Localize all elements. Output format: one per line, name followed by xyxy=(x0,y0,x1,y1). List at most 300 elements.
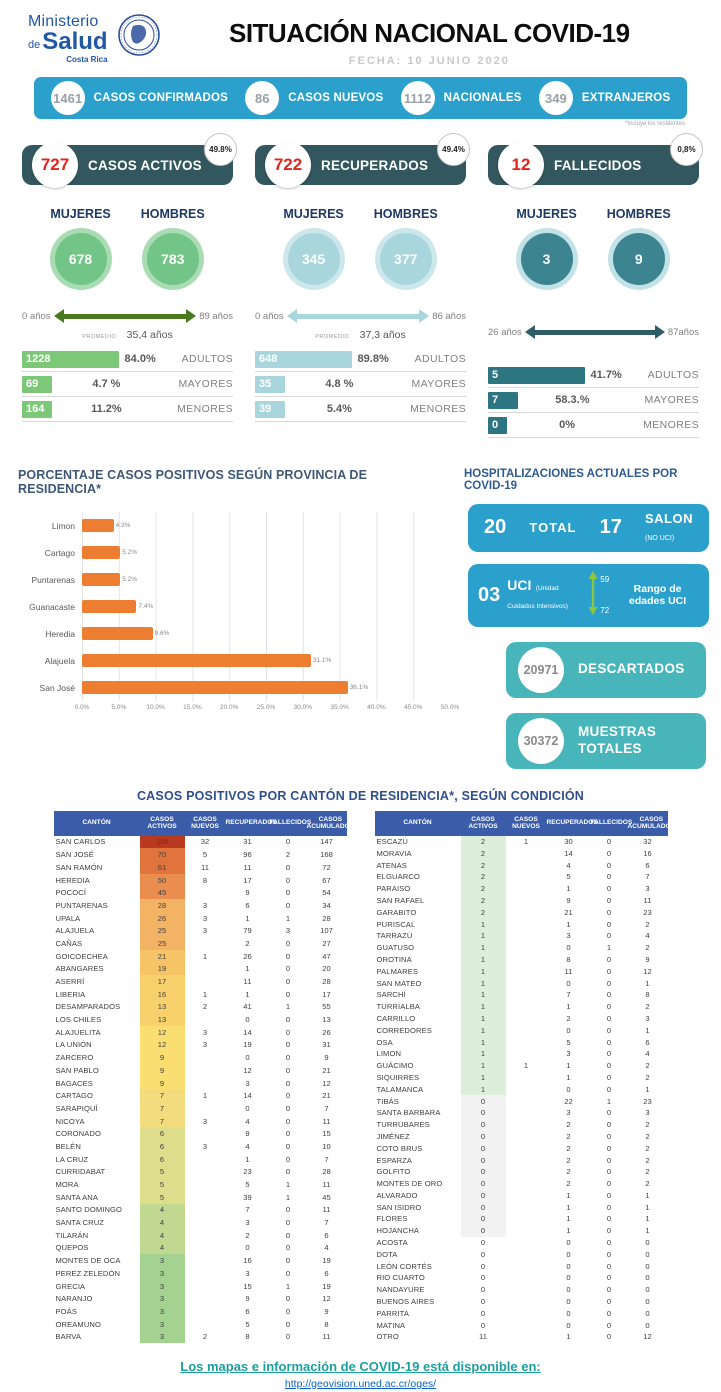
cell-fallecidos: 1 xyxy=(285,913,291,923)
cell-canton: ESCAZÚ xyxy=(376,836,408,846)
cell-casos-activos: 0 xyxy=(461,1190,506,1202)
cell-fallecidos: 0 xyxy=(606,907,612,917)
table-row xyxy=(54,1254,347,1267)
cell-casos-activos: 1 xyxy=(461,989,506,1001)
promedio-label: PROMEDIO xyxy=(82,334,117,340)
col-casos-nuevos: CASOS NUEVOS xyxy=(191,815,219,831)
ministry-logo-de: de xyxy=(28,39,41,51)
cell-recuperados: 4 xyxy=(245,1116,250,1126)
cell-casos-acumulados: 28 xyxy=(322,977,331,986)
cell-casos-nuevos xyxy=(506,1024,547,1036)
cell-casos-acumulados: 0 xyxy=(645,1308,650,1318)
cell-casos-nuevos xyxy=(185,962,226,975)
cell-recuperados: 5 xyxy=(566,872,571,882)
table-row xyxy=(54,1267,347,1280)
table-row xyxy=(54,899,347,912)
cell-casos-activos: 4 xyxy=(140,1242,185,1255)
cell-casos-activos: 4 xyxy=(140,1229,185,1242)
cell-fallecidos: 0 xyxy=(285,1141,291,1151)
cell-recuperados: 9 xyxy=(245,888,250,898)
muestras-box xyxy=(506,713,706,769)
age-max: 86 años xyxy=(432,310,466,322)
cell-recuperados: 1 xyxy=(566,1190,571,1200)
breakdown-pct: 89.8% xyxy=(357,353,389,365)
cell-fallecidos: 0 xyxy=(606,1261,612,1271)
table-row xyxy=(54,861,347,874)
cell-recuperados: 2 xyxy=(566,1120,571,1130)
cell-canton: LA UNIÓN xyxy=(55,1040,92,1050)
table-row xyxy=(375,883,668,895)
cell-casos-nuevos xyxy=(506,942,547,954)
cell-recuperados: 0 xyxy=(245,1103,250,1113)
cell-canton: GUATUSO xyxy=(376,943,415,953)
cell-casos-acumulados: 1 xyxy=(645,978,650,988)
cell-casos-acumulados: 54 xyxy=(322,888,331,898)
cell-casos-acumulados: 2 xyxy=(645,1167,650,1177)
chart-x-tick: 50.0% xyxy=(440,704,460,711)
col-casos-acumulados: CASOS ACUMULADOS xyxy=(627,815,676,831)
table-row xyxy=(375,871,668,883)
cell-casos-nuevos: 3 xyxy=(202,1040,208,1050)
cell-recuperados: 14 xyxy=(243,1027,252,1037)
cell-casos-acumulados: 8 xyxy=(324,1319,329,1329)
cell-recuperados: 8 xyxy=(566,954,571,964)
table-row xyxy=(54,1292,347,1305)
cell-casos-acumulados: 67 xyxy=(322,875,331,885)
cell-canton: SANTO DOMINGO xyxy=(55,1205,123,1215)
cell-fallecidos: 0 xyxy=(606,954,612,964)
ministry-seal-icon xyxy=(118,14,160,61)
chart-bar-value: 5.2% xyxy=(122,576,138,583)
cell-casos-activos: 25 xyxy=(140,924,185,937)
cell-casos-nuevos xyxy=(506,1072,547,1084)
cell-fallecidos: 0 xyxy=(606,1332,612,1342)
cell-casos-acumulados: 3 xyxy=(645,1013,650,1023)
cell-casos-activos: 0 xyxy=(461,1142,506,1154)
table-row xyxy=(54,1140,347,1153)
recuperados-percent-badge: 49.4% xyxy=(437,133,470,166)
table-body xyxy=(375,836,668,1343)
promedio-value: 35,4 años xyxy=(126,329,173,341)
cell-casos-nuevos xyxy=(506,1225,547,1237)
cell-fallecidos: 0 xyxy=(285,1015,291,1025)
footer xyxy=(0,1359,721,1392)
table-row xyxy=(54,1115,347,1128)
cell-casos-nuevos xyxy=(506,930,547,942)
chart-title: PORCENTAJE CASOS POSITIVOS SEGÚN PROVINCIA DE RESIDENCIA* xyxy=(18,468,368,496)
hombres-count: 377 xyxy=(380,233,432,285)
cell-casos-nuevos xyxy=(506,1013,547,1025)
cell-fallecidos: 0 xyxy=(285,1065,291,1075)
table-row xyxy=(375,1119,668,1131)
cell-recuperados: 1 xyxy=(566,1214,571,1224)
breakdown-row-mayores xyxy=(255,372,466,397)
age-max: 87años xyxy=(667,326,699,338)
cell-casos-nuevos xyxy=(185,1153,226,1166)
cell-casos-nuevos xyxy=(506,1154,547,1166)
cell-casos-activos: 12 xyxy=(140,1026,185,1039)
cell-casos-activos: 70 xyxy=(140,848,185,861)
cell-casos-activos: 13 xyxy=(140,1013,185,1026)
cell-recuperados: 5 xyxy=(245,1180,250,1189)
footer-text: Los mapas e información de COVID-19 está disponible en: xyxy=(180,1359,541,1375)
cell-casos-activos: 13 xyxy=(140,1001,185,1014)
breakdown-row-adultos xyxy=(488,363,699,388)
cell-casos-acumulados: 26 xyxy=(322,1027,331,1037)
cell-canton: PUNTARENAS xyxy=(55,900,108,910)
cell-casos-activos: 0 xyxy=(461,1201,506,1213)
table-row xyxy=(54,1191,347,1204)
cell-casos-nuevos xyxy=(506,1331,547,1343)
cell-fallecidos: 0 xyxy=(606,1108,612,1118)
cell-canton: ESPARZA xyxy=(376,1155,413,1165)
cell-casos-nuevos xyxy=(506,1119,547,1131)
cell-casos-activos: 3 xyxy=(140,1280,185,1293)
cell-casos-nuevos: 1 xyxy=(202,1091,208,1101)
cell-canton: RIO CUARTO xyxy=(376,1273,425,1283)
cell-casos-acumulados: 11 xyxy=(322,1205,331,1215)
cell-casos-nuevos xyxy=(185,1191,226,1204)
cell-casos-acumulados: 12 xyxy=(643,966,652,976)
cell-fallecidos: 0 xyxy=(285,888,291,898)
cell-casos-acumulados: 19 xyxy=(322,1256,331,1266)
cell-casos-acumulados: 1 xyxy=(645,1202,650,1212)
breakdown-pct: 84.0% xyxy=(124,353,156,365)
cell-casos-acumulados: 55 xyxy=(322,1002,331,1012)
table-row xyxy=(375,1024,668,1036)
stat-nuevos-label: CASOS NUEVOS xyxy=(288,92,384,104)
cell-fallecidos: 0 xyxy=(606,1025,612,1035)
cell-fallecidos: 0 xyxy=(606,1297,612,1307)
hosp-salon-sub: (NO UCI) xyxy=(645,534,675,542)
cell-casos-nuevos xyxy=(185,1216,226,1229)
cell-casos-nuevos xyxy=(185,1292,226,1305)
chart-bar-value: 36.1% xyxy=(349,684,369,691)
chart-bar xyxy=(82,573,120,586)
cell-casos-acumulados: 2 xyxy=(645,1120,650,1130)
cell-recuperados: 30 xyxy=(564,836,573,846)
cell-casos-nuevos xyxy=(506,1131,547,1143)
cell-casos-activos: 1 xyxy=(461,1036,506,1048)
cell-fallecidos: 0 xyxy=(606,990,612,1000)
cell-casos-nuevos xyxy=(506,1107,547,1119)
hospitalizations-panel xyxy=(450,468,709,769)
cell-canton: CARTAGO xyxy=(55,1091,94,1101)
cell-casos-acumulados: 23 xyxy=(643,1096,652,1106)
cell-canton: MATINA xyxy=(376,1320,406,1330)
cell-casos-activos: 1 xyxy=(461,1013,506,1025)
breakdown-row-menores xyxy=(255,397,466,422)
cell-casos-activos: 0 xyxy=(480,1320,486,1330)
table-row xyxy=(54,1165,347,1178)
table-row xyxy=(375,1260,668,1272)
chart-x-tick: 10.0% xyxy=(146,704,165,711)
mujeres-label: MUJERES xyxy=(283,207,344,221)
cell-canton: CARRILLO xyxy=(376,1013,416,1023)
cell-fallecidos: 0 xyxy=(285,1319,291,1329)
cell-casos-acumulados: 34 xyxy=(322,900,331,910)
cell-casos-activos: 3 xyxy=(140,1254,185,1267)
table-row xyxy=(54,874,347,887)
cell-casos-acumulados: 7 xyxy=(645,872,650,882)
cell-casos-nuevos xyxy=(506,1319,547,1331)
cell-casos-acumulados: 7 xyxy=(324,1154,329,1164)
cell-recuperados: 15 xyxy=(243,1281,252,1291)
cell-recuperados: 1 xyxy=(245,1154,250,1164)
cell-fallecidos: 0 xyxy=(606,1049,612,1059)
cell-casos-activos: 0 xyxy=(461,1119,506,1131)
cell-canton: PARAISO xyxy=(376,884,411,894)
age-range-arrow-icon xyxy=(287,309,430,323)
breakdown-pct: 5.4% xyxy=(326,403,352,415)
breakdown-label: MAYORES xyxy=(411,378,466,390)
table-row xyxy=(54,1242,347,1255)
table-row xyxy=(375,1060,668,1072)
cell-fallecidos: 0 xyxy=(606,895,612,905)
cell-casos-activos: 6 xyxy=(140,1127,185,1140)
cell-casos-acumulados: 4 xyxy=(324,1243,329,1253)
cell-canton: LOS CHILES xyxy=(55,1015,102,1025)
cell-canton: ACOSTA xyxy=(376,1238,408,1248)
breakdown-bar: 1228 xyxy=(22,351,119,368)
table-row xyxy=(54,1089,347,1102)
cell-casos-nuevos xyxy=(506,1190,547,1202)
cell-casos-nuevos: 3 xyxy=(202,1141,208,1151)
cell-fallecidos: 0 xyxy=(606,848,612,858)
cell-fallecidos: 0 xyxy=(606,884,612,894)
cell-casos-acumulados: 9 xyxy=(324,1306,329,1316)
cell-recuperados: 0 xyxy=(566,1297,571,1307)
table-row xyxy=(54,1280,347,1293)
breakdown-row-menores xyxy=(488,413,699,438)
cell-canton: BARVA xyxy=(55,1332,82,1342)
table-row xyxy=(54,1026,347,1039)
cell-casos-nuevos xyxy=(185,1051,226,1064)
cell-casos-activos: 12 xyxy=(140,1039,185,1052)
cell-casos-nuevos xyxy=(506,1284,547,1296)
cell-fallecidos: 0 xyxy=(606,1179,612,1189)
chart-x-tick: 45.0% xyxy=(403,704,423,711)
chart-bar-value: 9.6% xyxy=(154,630,170,637)
breakdown-label: ADULTOS xyxy=(414,353,466,365)
cell-canton: COTO BRUS xyxy=(376,1143,423,1153)
cell-fallecidos: 0 xyxy=(285,1040,291,1050)
chart-category-label: Limon xyxy=(51,520,75,531)
cell-fallecidos: 0 xyxy=(606,1273,612,1283)
cell-recuperados: 6 xyxy=(245,900,250,910)
cell-fallecidos: 0 xyxy=(285,1154,291,1164)
cell-casos-acumulados: 13 xyxy=(322,1015,331,1025)
cell-fallecidos: 0 xyxy=(606,919,612,929)
cell-fallecidos: 0 xyxy=(285,964,291,974)
cell-casos-activos: 0 xyxy=(480,1273,486,1283)
cell-casos-nuevos xyxy=(185,1204,226,1217)
cell-recuperados: 0 xyxy=(566,1025,571,1035)
col-casos-activos: CASOS ACTIVOS xyxy=(147,815,177,831)
table-row xyxy=(375,1107,668,1119)
cell-recuperados: 0 xyxy=(566,978,571,988)
cell-fallecidos: 3 xyxy=(285,926,291,936)
cell-recuperados: 2 xyxy=(566,1131,571,1141)
cell-recuperados: 9 xyxy=(245,1294,250,1304)
cell-casos-activos: 1 xyxy=(461,1048,506,1060)
geovision-link[interactable]: http://geovision.uned.ac.cr/oges/ xyxy=(284,1378,437,1391)
cell-canton: MORA xyxy=(55,1180,79,1189)
cell-recuperados: 9 xyxy=(566,895,571,905)
casos-activos-label: CASOS ACTIVOS xyxy=(88,157,202,173)
hosp-uci-value: 03 xyxy=(478,583,501,606)
cell-casos-nuevos xyxy=(506,918,547,930)
cell-fallecidos: 0 xyxy=(606,1190,612,1200)
cell-casos-acumulados: 10 xyxy=(322,1141,331,1151)
age-min: 0 años xyxy=(255,310,284,322)
cell-fallecidos: 0 xyxy=(285,875,291,885)
cell-casos-nuevos xyxy=(506,859,547,871)
cell-recuperados: 1 xyxy=(566,1002,571,1012)
ministry-logo-salud: Salud xyxy=(42,28,108,55)
mujeres-count: 345 xyxy=(288,233,340,285)
table-row xyxy=(54,1039,347,1052)
cell-canton: GOLFITO xyxy=(376,1167,411,1177)
cell-casos-acumulados: 0 xyxy=(645,1249,650,1259)
table-row xyxy=(375,1178,668,1190)
table-row xyxy=(54,1229,347,1242)
cell-casos-activos: 0 xyxy=(480,1261,486,1271)
cell-fallecidos: 0 xyxy=(606,1320,612,1330)
canton-table-section xyxy=(0,789,721,1344)
cell-casos-activos: 7 xyxy=(140,1089,185,1102)
cell-casos-nuevos xyxy=(506,847,547,859)
cell-casos-acumulados: 1 xyxy=(645,1226,650,1236)
cell-casos-nuevos xyxy=(506,1142,547,1154)
cell-casos-nuevos xyxy=(185,1267,226,1280)
cell-recuperados: 1 xyxy=(566,1332,571,1342)
cell-fallecidos: 0 xyxy=(606,872,612,882)
cell-casos-activos: 2 xyxy=(461,871,506,883)
table-row xyxy=(375,1142,668,1154)
cell-casos-activos: 1 xyxy=(461,954,506,966)
breakdown-pct: 11.2% xyxy=(91,403,122,415)
hosp-total-box xyxy=(468,504,709,552)
cell-casos-activos: 2 xyxy=(461,847,506,859)
cell-casos-activos: 1 xyxy=(461,1001,506,1013)
cell-recuperados: 2 xyxy=(566,1155,571,1165)
stat-confirmados-label: CASOS CONFIRMADOS xyxy=(93,92,229,104)
chart-x-tick: 20.0% xyxy=(219,704,239,711)
cell-casos-activos: 4 xyxy=(140,1216,185,1229)
chart-plot-area xyxy=(82,512,450,701)
cell-fallecidos: 0 xyxy=(285,900,291,910)
cell-casos-nuevos xyxy=(506,1248,547,1260)
table-row xyxy=(375,1013,668,1025)
stat-nacionales-value: 1112 xyxy=(401,81,435,115)
cell-fallecidos: 1 xyxy=(285,1180,291,1189)
cell-canton: OREAMUNO xyxy=(55,1319,102,1329)
cell-fallecidos: 0 xyxy=(606,1214,612,1224)
cell-canton: SAN PABLO xyxy=(55,1065,99,1075)
stat-extranjeros-value: 349 xyxy=(539,81,573,115)
cell-recuperados: 1 xyxy=(566,919,571,929)
cell-canton: SARCHÍ xyxy=(376,990,406,1000)
cell-canton: SAN CARLOS xyxy=(55,837,106,847)
cell-casos-activos: 1 xyxy=(461,1083,506,1095)
table-row xyxy=(54,1318,347,1331)
table-row xyxy=(54,988,347,1001)
breakdown-bar: 648 xyxy=(255,351,352,368)
cell-casos-nuevos xyxy=(185,1102,226,1115)
promedio-label: PROMEDIO xyxy=(315,334,350,340)
chart-bar xyxy=(82,627,153,640)
cell-fallecidos: 0 xyxy=(606,1226,612,1236)
cell-casos-acumulados: 6 xyxy=(645,860,650,870)
cell-casos-nuevos xyxy=(185,1229,226,1242)
col-casos-acumulados: CASOS ACUMULADOS xyxy=(306,815,355,831)
ministry-logo-line1: Ministerio xyxy=(28,13,99,30)
cell-fallecidos: 0 xyxy=(285,862,291,872)
cell-casos-acumulados: 8 xyxy=(645,990,650,1000)
stat-confirmados-value: 1461 xyxy=(51,81,85,115)
cell-casos-nuevos: 3 xyxy=(202,1116,208,1126)
cell-casos-activos: 0 xyxy=(461,1166,506,1178)
cell-recuperados: 11 xyxy=(243,862,252,872)
ministry-logo-line3: Costa Rica xyxy=(66,55,108,64)
cell-fallecidos: 1 xyxy=(285,1002,291,1012)
cell-recuperados: 1 xyxy=(566,884,571,894)
table-row xyxy=(54,1330,347,1343)
ministry-logo xyxy=(28,14,108,64)
cell-recuperados: 8 xyxy=(245,1332,250,1342)
cell-canton: SAN JOSÉ xyxy=(55,850,94,860)
cell-recuperados: 0 xyxy=(245,1053,250,1063)
chart-bar-row xyxy=(82,674,450,701)
cell-canton: LIBERIA xyxy=(55,989,86,999)
cell-casos-acumulados: 17 xyxy=(322,989,331,999)
cell-canton: ZARCERO xyxy=(55,1053,94,1063)
cell-casos-activos: 2 xyxy=(461,906,506,918)
cell-canton: JIMÉNEZ xyxy=(376,1131,410,1141)
table-row xyxy=(375,1237,668,1249)
cell-recuperados: 2 xyxy=(566,1143,571,1153)
breakdown-row-mayores xyxy=(488,388,699,413)
cell-fallecidos: 0 xyxy=(606,1037,612,1047)
recuperados-count: 722 xyxy=(265,142,311,188)
cell-casos-activos: 45 xyxy=(140,886,185,899)
cell-recuperados: 3 xyxy=(566,931,571,941)
table-row xyxy=(375,942,668,954)
breakdown-bar: 164 xyxy=(22,401,52,418)
table-row xyxy=(375,1296,668,1308)
cell-casos-activos: 9 xyxy=(140,1064,185,1077)
table-row xyxy=(54,1102,347,1115)
cell-recuperados: 23 xyxy=(243,1167,252,1177)
page-title: SITUACIÓN NACIONAL COVID-19 xyxy=(228,18,630,48)
cell-canton: LIMON xyxy=(376,1049,402,1059)
cell-canton: OSA xyxy=(376,1037,393,1047)
cell-casos-activos: 50 xyxy=(140,874,185,887)
cell-casos-acumulados: 6 xyxy=(645,1037,650,1047)
cell-casos-acumulados: 2 xyxy=(645,943,650,953)
cell-canton: ASERRÍ xyxy=(55,977,85,986)
report-date: FECHA: 10 JUNIO 2020 xyxy=(348,55,510,67)
cell-casos-acumulados: 168 xyxy=(320,850,333,860)
cell-canton: ALVARADO xyxy=(376,1190,418,1200)
cell-casos-acumulados: 147 xyxy=(320,837,333,847)
col-casos-activos: CASOS ACTIVOS xyxy=(468,815,498,831)
col-casos-nuevos: CASOS NUEVOS xyxy=(512,815,540,831)
cell-casos-nuevos: 32 xyxy=(200,837,210,847)
hombres-count: 783 xyxy=(147,233,199,285)
cell-casos-activos: 2 xyxy=(461,883,506,895)
